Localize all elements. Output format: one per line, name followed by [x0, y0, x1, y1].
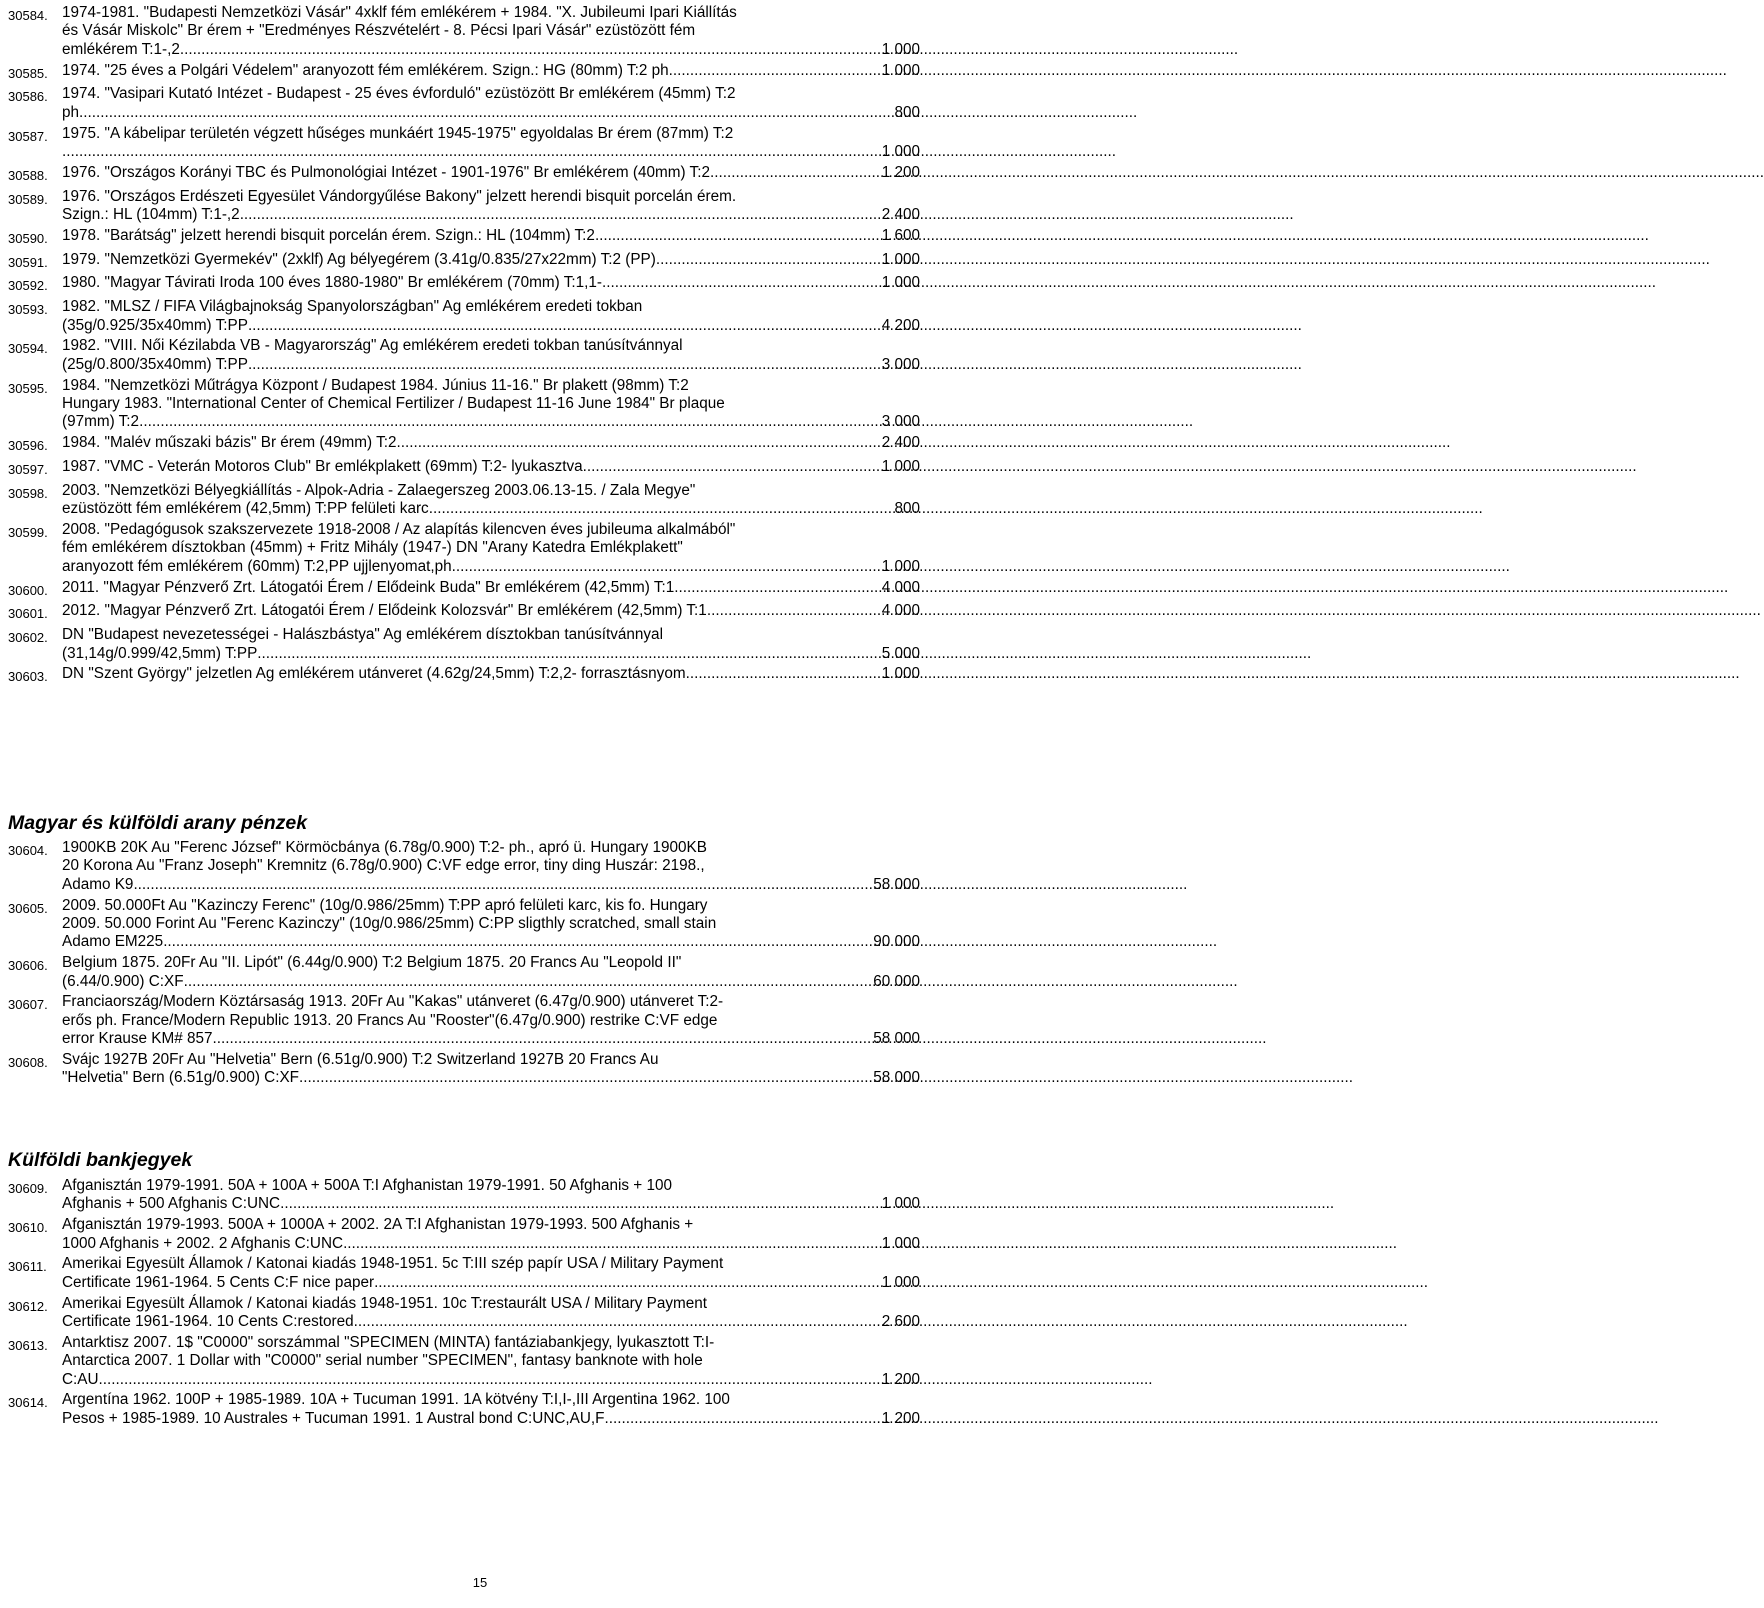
- lot-number: 30606.: [8, 958, 48, 974]
- lot-description: [62, 579, 920, 597]
- lot-price: 1 000: [881, 665, 920, 683]
- lot-description-tail: ph.: [62, 103, 84, 121]
- leader-dots: [374, 1274, 882, 1292]
- lot-entry: [8, 1051, 963, 1088]
- lot-number: 30598.: [8, 485, 48, 501]
- lot-number: 30607.: [8, 997, 48, 1013]
- lot-price: 1 600: [881, 226, 920, 244]
- lot-description-line: 1984. "Nemzetközi Műtrágya Központ / Budapest 1984. Június 11-16." Br plakett (98mm) T:2: [62, 376, 689, 394]
- lot-description-last-line: [62, 1410, 920, 1428]
- lot-description-last-line: [62, 413, 920, 431]
- lot-entry: [8, 164, 963, 185]
- lot-description-tail: Afghanis + 500 Afghanis C:UNC: [62, 1195, 281, 1213]
- leader-dots: [595, 227, 882, 245]
- lot-description-line: 1900KB 20K Au "Ferenc József" Körmöcbánya (6.78g/0.900) T:2- ph., apró ü. Hungary 1900KB: [62, 839, 707, 856]
- lot-description-last-line: [62, 558, 920, 576]
- lot-price: 1 000: [881, 557, 920, 575]
- lot-entry: [8, 954, 963, 991]
- lot-description-last-line: [62, 434, 920, 452]
- lot-description-last-line: [62, 62, 920, 80]
- lot-description-tail: 1976. "Országos Korányi TBC és Pulmonológiai Intézet - 1901-1976" Br emlékérem (40mm) T:2: [62, 163, 710, 181]
- lot-description-line: Afganisztán 1979-1991. 50A + 100A + 500A T:I Afghanistan 1979-1991. 50 Afghanis + 100: [62, 1177, 672, 1194]
- lot-description: [62, 626, 920, 663]
- lot-description-last-line: [62, 1030, 920, 1048]
- leader-dots: [707, 602, 882, 620]
- lot-description-tail: Szign.: HL (104mm) T:1-,2: [62, 206, 240, 224]
- lot-description-tail: (97mm) T:2: [62, 413, 140, 431]
- lot-price: 1 000: [881, 1234, 920, 1252]
- lot-description-line: 1976. "Országos Erdészeti Egyesület Vándorgyűlése Bakony" jelzett herendi bisquit porcelán érem.: [62, 187, 737, 205]
- lot-number: 30591.: [8, 254, 48, 270]
- lot-description-line: 2003. "Nemzetközi Bélyegkiállítás - Alpok-Adria - Zalaegerszeg 2003.06.13-15. / Zala Megye": [62, 481, 696, 499]
- lot-description-line: fém emlékérem dísztokban (45mm) + Fritz Mihály (1947-) DN "Arany Katedra Emlékplakett": [62, 539, 683, 557]
- lot-entry: [8, 434, 963, 455]
- lot-description: [62, 1295, 920, 1332]
- leader-dots: [429, 500, 895, 518]
- lot-description: [62, 1051, 920, 1088]
- lot-entry: [8, 897, 963, 952]
- lot-description: [62, 993, 920, 1048]
- lot-number: 30590.: [8, 230, 48, 246]
- lot-description: [62, 62, 920, 80]
- lot-description-last-line: [62, 1371, 920, 1389]
- lot-price: 58 000: [873, 1030, 920, 1048]
- lot-description-last-line: [62, 274, 920, 292]
- leader-dots: [673, 62, 882, 80]
- leader-dots: [240, 206, 882, 224]
- lot-entry: [8, 1255, 963, 1292]
- lot-description: [62, 1177, 920, 1214]
- leader-dots: [674, 579, 881, 597]
- lot-entry: [8, 298, 963, 335]
- lot-price: 3 000: [881, 413, 920, 431]
- lot-description-last-line: [62, 1313, 920, 1331]
- lot-description-tail: 2012. "Magyar Pénzverő Zrt. Látogatói Érem / Elődeink Kolozsvár" Br emlékérem (42,5mm) T:1: [62, 602, 707, 620]
- lot-price: 800: [894, 500, 920, 518]
- lot-price: 1 000: [881, 40, 920, 58]
- lot-number: 30605.: [8, 900, 48, 916]
- lot-description: [62, 1391, 920, 1428]
- lot-price: 1 000: [881, 1195, 920, 1213]
- lot-number: 30586.: [8, 89, 48, 105]
- lot-entry: [8, 1334, 963, 1389]
- lot-description-last-line: [62, 143, 920, 161]
- leader-dots: [99, 1371, 882, 1389]
- lot-description: [62, 164, 920, 182]
- lot-entry: [8, 665, 963, 686]
- lot-price: 4 200: [881, 316, 920, 334]
- lot-number: 30609.: [8, 1181, 48, 1196]
- leader-dots: [257, 645, 881, 663]
- lot-description-last-line: [62, 104, 920, 122]
- lot-description-line: 1974. "Vasipari Kutató Intézet - Budapest - 25 éves évforduló" ezüstözött Br emlékérem (45mm) T:2: [62, 85, 736, 103]
- leader-dots: [213, 1030, 874, 1048]
- lot-description: [62, 602, 920, 620]
- lot-description-line: Belgium 1875. 20Fr Au "II. Lipót" (6.44g/0.900) T:2 Belgium 1875. 20 Francs Au "Leopold II": [62, 954, 682, 972]
- lot-description: [62, 337, 920, 374]
- lot-entry: [8, 188, 963, 225]
- lot-number: 30601.: [8, 606, 48, 622]
- leader-dots: [710, 164, 882, 182]
- lot-price: 1 000: [881, 458, 920, 476]
- leader-dots: [354, 1313, 882, 1331]
- leader-dots: [248, 356, 882, 374]
- lot-description: [62, 85, 920, 122]
- lot-description-last-line: [62, 645, 920, 663]
- lot-entry: [8, 4, 963, 59]
- lot-entry: [8, 85, 963, 122]
- lot-price: 4 000: [881, 602, 920, 620]
- lot-price: 1 000: [881, 61, 920, 79]
- lot-description-tail: ezüstözött fém emlékérem (42,5mm) T:PP felületi karc: [62, 500, 429, 518]
- lot-entry: [8, 579, 963, 600]
- lot-description-line: Franciaország/Modern Köztársaság 1913. 20Fr Au "Kakas" utánveret (6.47g/0.900) utánveret T:2-: [62, 993, 724, 1011]
- lot-list-banknotes: [8, 1177, 963, 1431]
- lot-entry: [8, 1177, 963, 1214]
- lot-price: 60 000: [873, 972, 920, 990]
- lot-entry: [8, 227, 963, 248]
- lot-description: [62, 251, 920, 269]
- lot-description-tail: DN "Szent György" jelzetlen Ag emlékérem utánveret (4.62g/24,5mm) T:2,2- forrasztásnyom: [62, 665, 686, 683]
- lot-number: 30614.: [8, 1395, 48, 1411]
- lot-description-last-line: [62, 227, 920, 245]
- lot-description: [62, 298, 920, 335]
- lot-description-last-line: [62, 356, 920, 374]
- lot-description: [62, 458, 920, 476]
- lot-list-medals: [8, 4, 963, 689]
- lot-description-line: 2009. 50.000Ft Au "Kazinczy Ferenc" (10g/0.986/25mm) T:PP apró felületi karc, kis fo. Hungary: [62, 896, 708, 914]
- lot-description-line: 20 Korona Au "Franz Joseph" Kremnitz (6.78g/0.900) C:VF edge error, tiny ding Huszár: 2198.,: [62, 857, 705, 875]
- lot-number: 30593.: [8, 302, 48, 318]
- lot-description-tail: emlékérem T:1-,2.: [62, 40, 185, 58]
- lot-description-tail: 1978. "Barátság" jelzett herendi bisquit porcelán érem. Szign.: HL (104mm) T:2: [62, 226, 595, 244]
- lot-price: 2 400: [881, 434, 920, 452]
- lot-description-tail: 1984. "Malév műszaki bázis" Br érem (49mm) T:2: [62, 434, 397, 452]
- leader-dots: [133, 876, 873, 894]
- lot-number: 30584.: [8, 8, 48, 23]
- lot-description-last-line: [62, 933, 920, 951]
- leader-dots: [583, 458, 882, 476]
- lot-entry: [8, 839, 963, 894]
- lot-description-last-line: [62, 876, 920, 894]
- lot-price: 58 000: [873, 875, 920, 893]
- lot-description-tail: (35g/0.925/35x40mm) T:PP: [62, 316, 248, 334]
- lot-number: 30611.: [8, 1259, 47, 1275]
- lot-description-last-line: [62, 206, 920, 224]
- leader-dots: [456, 558, 882, 576]
- lot-number: 30595.: [8, 380, 48, 396]
- leader-dots: [184, 973, 874, 991]
- lot-description: [62, 1216, 920, 1253]
- leader-dots: [343, 1235, 882, 1253]
- lot-price: 1 200: [881, 163, 920, 181]
- lot-description: [62, 1334, 920, 1389]
- lot-description-tail: 1980. "Magyar Távirati Iroda 100 éves 1880-1980" Br emlékérem (70mm) T:1,1-: [62, 274, 602, 292]
- lot-description-line: Afganisztán 1979-1993. 500A + 1000A + 2002. 2A T:I Afghanistan 1979-1993. 500 Afghanis +: [62, 1216, 694, 1234]
- lot-price: 1 000: [881, 250, 920, 268]
- leader-dots: [299, 1069, 873, 1087]
- lot-description-tail: Certificate 1961-1964. 5 Cents C:F nice paper: [62, 1273, 375, 1291]
- leader-dots: [248, 317, 882, 335]
- lot-description-tail: 1979. "Nemzetközi Gyermekév" (2xklf) Ag bélyegérem (3.41g/0.835/27x22mm) T:2 (PP): [62, 250, 656, 268]
- lot-price: 4 000: [881, 578, 920, 596]
- lot-description: [62, 897, 920, 952]
- lot-number: 30592.: [8, 278, 48, 294]
- lot-price: 1 000: [881, 143, 920, 161]
- lot-number: 30596.: [8, 438, 48, 454]
- lot-entry: [8, 458, 963, 479]
- leader-dots: [163, 933, 873, 951]
- lot-description-last-line: [62, 1069, 920, 1087]
- lot-description-tail: aranyozott fém emlékérem (60mm) T:2,PP ujjlenyomat,ph.: [62, 557, 456, 575]
- lot-description-last-line: [62, 665, 920, 683]
- lot-description-tail: 1974. "25 éves a Polgári Védelem" aranyozott fém emlékérem. Szign.: HG (80mm) T:2 ph.: [62, 61, 673, 79]
- lot-number: 30589.: [8, 191, 48, 207]
- lot-number: 30600.: [8, 582, 48, 598]
- lot-price: 90 000: [873, 933, 920, 951]
- lot-entry: [8, 274, 963, 295]
- lot-number: 30588.: [8, 167, 48, 183]
- lot-number: 30603.: [8, 669, 48, 685]
- lot-entry: [8, 993, 963, 1048]
- lot-number: 30610.: [8, 1220, 48, 1236]
- lot-number: 30608.: [8, 1055, 48, 1071]
- lot-description-last-line: [62, 1235, 920, 1253]
- lot-entry: [8, 377, 963, 432]
- lot-description-line: Antarktisz 2007. 1$ "C0000" sorszámmal "SPECIMEN (MINTA) fantáziabankjegy, lyukasztott T:I-: [62, 1333, 715, 1351]
- lot-description-line: 1974-1981. "Budapesti Nemzetközi Vásár" 4xklf fém emlékérem + 1984. "X. Jubileumi Ipari Kiállítás: [62, 4, 737, 21]
- lot-description: [62, 954, 920, 991]
- leader-dots: [686, 665, 882, 683]
- lot-entry: [8, 1295, 963, 1332]
- lot-description-line: Argentína 1962. 100P + 1985-1989. 10A + Tucuman 1991. 1A kötvény T:I,I-,III Argentina 1962. 100: [62, 1391, 730, 1409]
- lot-description-last-line: [62, 251, 920, 269]
- lot-description-tail: Certificate 1961-1964. 10 Cents C:restored: [62, 1313, 354, 1331]
- leader-dots: [184, 41, 882, 59]
- leader-dots: [605, 1410, 882, 1428]
- lot-description-tail: C:AU: [62, 1370, 99, 1388]
- lot-entry: [8, 482, 963, 519]
- lot-entry: [8, 602, 963, 623]
- leader-dots: [396, 434, 881, 452]
- page-number: 15: [472, 1575, 488, 1590]
- lot-price: 2 600: [881, 1313, 920, 1331]
- lot-description-line: Antarctica 2007. 1 Dollar with "C0000" serial number "SPECIMEN", fantasy banknote with hole: [62, 1352, 703, 1370]
- lot-price: 1 000: [881, 1273, 920, 1291]
- lot-number: 30597.: [8, 462, 48, 478]
- lot-description-line: 2009. 50.000 Forint Au "Ferenc Kazinczy" (10g/0.986/25mm) C:PP sligthly scratched, small stain: [62, 915, 717, 933]
- lot-number: 30585.: [8, 65, 48, 81]
- lot-number: 30587.: [8, 128, 48, 144]
- lot-description-last-line: [62, 1195, 920, 1213]
- lot-description: [62, 839, 920, 894]
- lot-description-last-line: [62, 164, 920, 182]
- lot-number: 30604.: [8, 843, 48, 858]
- lot-description: [62, 377, 920, 432]
- lot-description-line: 1982. "VIII. Női Kézilabda VB - Magyarország" Ag emlékérem eredeti tokban tanúsítvánnyal: [62, 337, 683, 355]
- lot-description-tail: Adamo K9: [62, 875, 134, 893]
- section-title-gold-coins: Magyar és külföldi arany pénzek: [8, 812, 308, 834]
- lot-description-tail: Pesos + 1985-1989. 10 Australes + Tucuman 1991. 1 Austral bond C:UNC,AU,F: [62, 1409, 605, 1427]
- lot-description-last-line: [62, 41, 920, 59]
- lot-price: 1 200: [881, 1409, 920, 1427]
- lot-description: [62, 482, 920, 519]
- leader-dots: [139, 413, 882, 431]
- lot-description-last-line: [62, 973, 920, 991]
- lot-description-line: Amerikai Egyesült Államok / Katonai kiadás 1948-1951. 10c T:restaurált USA / Military Payment: [62, 1294, 708, 1312]
- lot-number: 30594.: [8, 341, 48, 357]
- lot-description-line: erős ph. France/Modern Republic 1913. 20 Francs Au "Rooster"(6.47g/0.900) restrike C:VF edge: [62, 1011, 718, 1029]
- lot-description-tail: 1000 Afghanis + 2002. 2 Afghanis C:UNC: [62, 1234, 344, 1252]
- lot-price: 3 000: [881, 355, 920, 373]
- lot-description: [62, 4, 920, 59]
- lot-description-line: Amerikai Egyesült Államok / Katonai kiadás 1948-1951. 5c T:III szép papír USA / Military Payment: [62, 1255, 724, 1273]
- lot-description-last-line: [62, 1274, 920, 1292]
- lot-description-tail: (31,14g/0.999/42,5mm) T:PP: [62, 644, 258, 662]
- lot-number: 30599.: [8, 525, 48, 541]
- lot-description-last-line: [62, 458, 920, 476]
- lot-description-last-line: [62, 500, 920, 518]
- lot-entry: [8, 251, 963, 272]
- lot-price: 800: [894, 103, 920, 121]
- section-title-foreign-banknotes: Külföldi bankjegyek: [8, 1149, 193, 1171]
- leader-dots: [602, 274, 882, 292]
- lot-description-tail: Adamo EM225: [62, 933, 164, 951]
- lot-description-line: 1982. "MLSZ / FIFA Világbajnokság Spanyolországban" Ag emlékérem eredeti tokban: [62, 298, 643, 316]
- lot-list-gold-coins: [8, 839, 963, 1090]
- lot-price: 2 400: [881, 206, 920, 224]
- lot-description-tail: (25g/0.800/35x40mm) T:PP: [62, 355, 248, 373]
- lot-description-tail: error Krause KM# 857: [62, 1030, 213, 1048]
- lot-description: [62, 1255, 920, 1292]
- lot-description: [62, 227, 920, 245]
- lot-description: [62, 188, 920, 225]
- leader-dots: [62, 143, 882, 161]
- lot-number: 30612.: [8, 1298, 48, 1314]
- lot-entry: [8, 1391, 963, 1428]
- lot-entry: [8, 125, 963, 162]
- leader-dots: [656, 251, 882, 269]
- lot-entry: [8, 1216, 963, 1253]
- lot-description-tail: 1987. "VMC - Veterán Motoros Club" Br emlékplakett (69mm) T:2- lyukasztva: [62, 458, 583, 476]
- lot-description-tail: (6.44/0.900) C:XF: [62, 972, 184, 990]
- lot-description-line: 2008. "Pedagógusok szakszervezete 1918-2008 / Az alapítás kilencven éves jubileuma alkalmából": [62, 521, 736, 539]
- lot-description-line: és Vásár Miskolc" Br érem + "Eredményes Részvételért - 8. Pécsi Ipari Vásár" ezüstözött fém: [62, 22, 696, 40]
- lot-entry: [8, 626, 963, 663]
- lot-description-line: Hungary 1983. "International Center of Chemical Fertilizer / Budapest 11-16 June 1984" Br plaque: [62, 395, 725, 413]
- lot-number: 30613.: [8, 1337, 48, 1353]
- lot-price: 5 000: [881, 644, 920, 662]
- lot-entry: [8, 62, 963, 83]
- lot-description-tail: 2011. "Magyar Pénzverő Zrt. Látogatói Érem / Elődeink Buda" Br emlékérem (42,5mm) T:1: [62, 578, 675, 596]
- lot-description: [62, 665, 920, 683]
- lot-description-line: 1975. "A kábelipar területén végzett hűséges munkáért 1945-1975" egyoldalas Br érem (87mm) T:2: [62, 124, 734, 142]
- lot-entry: [8, 521, 963, 576]
- lot-description: [62, 521, 920, 576]
- lot-price: 1 000: [881, 274, 920, 292]
- leader-dots: [83, 104, 894, 122]
- lot-number: 30602.: [8, 630, 48, 646]
- lot-description-tail: "Helvetia" Bern (6.51g/0.900) C:XF: [62, 1069, 300, 1087]
- lot-description: [62, 125, 920, 162]
- lot-price: 58 000: [873, 1069, 920, 1087]
- lot-description-last-line: [62, 579, 920, 597]
- lot-description-last-line: [62, 602, 920, 620]
- lot-description-last-line: [62, 317, 920, 335]
- lot-description-line: Svájc 1927B 20Fr Au "Helvetia" Bern (6.51g/0.900) T:2 Switzerland 1927B 20 Francs Au: [62, 1051, 659, 1069]
- leader-dots: [280, 1195, 882, 1213]
- lot-price: 1 200: [881, 1370, 920, 1388]
- lot-entry: [8, 337, 963, 374]
- lot-description: [62, 434, 920, 452]
- lot-description: [62, 274, 920, 292]
- lot-description-line: DN "Budapest nevezetességei - Halászbástya" Ag emlékérem dísztokban tanúsítvánnyal: [62, 626, 663, 644]
